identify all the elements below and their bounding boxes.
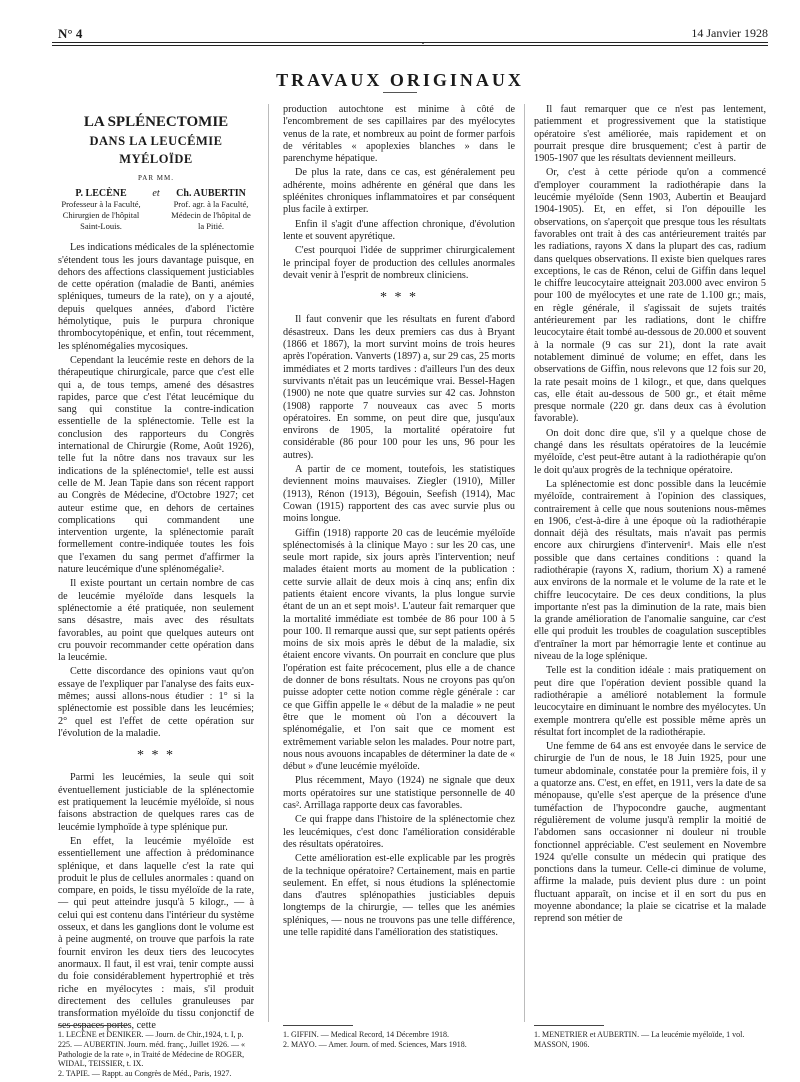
authors-conjunction: et <box>152 188 160 200</box>
section-break-stars: * * * <box>137 748 175 764</box>
section-break-stars: * * * <box>380 290 418 306</box>
paragraph: Cependant la leucémie reste en dehors de la thérapeutique chirurgicale, parce que c'est elle qui a, de tous temps, amené des désastres rapides, parce que c'est l'état leucémique du sang qui constitue la contre-indication essentielle de la splénectomie. Telle est la conclusion des rapporteurs du Congrès international de Chirurgie (Rome, Août 1926), telle fut la nôtre dans nos travaux sur les indications de la splénectomie¹, telle est aussi celle de M. Jean Tapie dans son récent rapport au Congrès de Médecine, d'Octobre 1927; cet auteur estime que, en dehors de certaines complications qui commandent une intervention urgente, la splénectomie paraît formellement contre-indiquée toutes les fois que l'examen du sang permet d'affirmer la nature leucémique d'une splénomégalie². <box>58 354 254 576</box>
section-underline <box>383 92 417 93</box>
article-title: LA SPLÉNECTOMIE <box>83 114 229 130</box>
column-2 <box>283 104 515 1022</box>
by-label: PAR MM. <box>138 174 174 182</box>
author-2-name: Ch. AUBERTIN <box>176 188 246 200</box>
paragraph: Or, c'est à cette période qu'on a commencé d'employer couramment la radiothérapie dans la leucémie myéloïde (Senn 1903, Aubertin et Beaujard 1904-1905). Et, en effet, si l'on dépouille les observations, on s'aperçoit que presque tous les résultats favorables ont trait à des cas antérieurement traités par les radiations, rayons X dans la plupart des cas, radium dans quelques observations. Il existe bien quelques rares exceptions, le cas de Rénon, celui de Giffin dans lequel le chiffre leucocytaire atteignait 203.000 avec environ 5 pour 100 de myélocytes et une rate de 1.100 gr.; mais, en règle générale, il s'agissait de sujets traités antérieurement par les radiations, dont le chiffre leucocytaire était tombé au-dessous de 20.000 et souvent à la normale (9 cas sur 21), dont la rate avait notablement diminué de volume; en effet, dans les observations de Giffin, nous relevons que 12 fois sur 20, la rate pesait moins de 1 kilogr., et que, dans quelques cas, elle était au-dessous de 500 gr., et était même presque normale (220 gr. dans deux cas à évolution favorable). <box>534 167 766 425</box>
section-title: TRAVAUX ORIGINAUX <box>276 70 524 90</box>
paragraph: production autochtone est minime à côté de l'encombrement de ses capillaires par des myélocytes venus de la rate, et nombreux au point de former parfois de véritables « apoplexies blanches » dans le parenchyme hépatique. <box>283 104 515 165</box>
paragraph: Il faut remarquer que ce n'est pas lentement, patiemment et progressivement que la statistique opératoire s'est améliorée, mais rapidement et on pourrait presque dire brusquement; c'est à partir de 1905-1907 que les résultats deviennent meilleurs. <box>534 104 766 165</box>
authors-block <box>58 188 254 232</box>
author-1-affiliation: Professeur à la Faculté, Chirurgien de l'hôpital Saint-Louis. <box>61 199 141 232</box>
paragraph: Une femme de 64 ans est envoyée dans le service de chirurgie de l'un de nous, le 18 Juin 1925, pour une tumeur abdominale, constatée pour la première fois, il y a quatorze ans. C'est, en effet, en 1911, vers la date de sa ménopause, qu'elle s'est aperçue de la présence d'une tuméfaction de l'hypocondre gauche, augmentant régulièrement de volume jusqu'à remplir la moitié de l'abdomen sans occasionner ni douleur ni trouble fonctionnel appréciable. C'est seulement en Novembre 1924 qu'elle consulte un médecin qui pratique des ponctions dans la tumeur. Celle-ci diminue de volume, affirme la malade, puis devient plus dure : un point fluctuant apparaît, on incise et il en sort du pus en moyenne abondance; la plaie se cicatrise et la malade reprend son métier de <box>534 741 766 925</box>
paragraph: Telle est la condition idéale : mais pratiquement on peut dire que l'opération devient possible quand la radiothérapie a amélioré notablement la formule leucocytaire en diminuant le nombre des myélocytes. Un exemple montrera qu'elle est possible même après un résultat fort incomplet de la radiothérapie. <box>534 665 766 738</box>
author-2-affiliation: Prof. agr. à la Faculté, Médecin de l'hôpital de la Pitié. <box>171 199 251 232</box>
paragraph: Cette amélioration est-elle explicable par les progrès de la technique opératoire? Certainement, mais en partie seulement. En effet, si nous étudions la splénectomie dans d'autres splénopathies justiciables depuis longtemps de la chirurgie, — telles que les anémies spléniques, — nous ne trouvons pas une telle différence, une telle rapidité dans l'amélioration des statistiques. <box>283 853 515 938</box>
paragraph: Il faut convenir que les résultats en furent d'abord désastreux. Dans les deux premiers cas dus à Bryant (1866 et 1867), la mort survint moins de trois heures après l'opération. Vanverts (1897) a, sur 29 cas, 25 morts immédiates et 2 morts tardives : d'ailleurs l'un des deux survivants n'était pas un leucémique vrai. Bessel-Hagen (1900) ne note que quatre survies sur 42 cas. Johnston (1908) rapporte 7 nouveaux cas avec 5 morts opératoires. En somme, on peut dire que, jusqu'aux environs de 1905, la mortalité opératoire fut considérable (86 pour 100 pour les uns, 96 pour les autres). <box>283 314 515 461</box>
column-1 <box>58 104 254 1032</box>
footnote: 2. TAPIE. — Rappt. au Congrès de Méd., Paris, 1927. <box>58 1069 232 1079</box>
footnote-rule <box>58 1025 128 1026</box>
footnotes-column-2 <box>283 1030 515 1050</box>
column-3 <box>534 104 766 1022</box>
footnote: 1. MENETRIER et AUBERTIN. — La leucémie myéloïde, 1 vol. MASSON, 1906. <box>534 1030 745 1049</box>
author-1 <box>58 188 144 232</box>
paragraph: Il existe pourtant un certain nombre de cas de leucémie myéloïde dans lesquels la splénectomie a été pratiquée, non seulement sans désastre, mais avec des résultats favorables, au point que quelques auteurs ont cru pouvoir recommander cette opération dans la leucémie. <box>58 578 254 664</box>
paragraph: C'est pourquoi l'idée de supprimer chirurgicalement le principal foyer de production des cellules anormales devait venir à l'esprit de nombreux cliniciens. <box>283 245 515 281</box>
header-rule-top <box>52 42 768 43</box>
column-divider <box>524 104 525 1022</box>
paragraph: Plus récemment, Mayo (1924) ne signale que deux morts opératoires sur une statistique personnelle de 40 cas². Arrillaga rapporte deux cas favorables. <box>283 775 515 812</box>
paragraph: On doit donc dire que, s'il y a quelque chose de changé dans les résultats opératoires de la leucémie myéloïde, c'est peut-être autant à la radiothérapie qu'on le doit qu'aux progrès de la technique opératoire. <box>534 427 766 476</box>
footnote-rule <box>283 1025 353 1026</box>
article-subtitle: DANS LA LEUCÉMIE MYÉLOÏDE <box>89 134 223 166</box>
column-divider <box>268 104 269 1022</box>
paragraph: A partir de ce moment, toutefois, les statistiques deviennent moins mauvaises. Ziegler (1910), Miller (1913), Rénon (1913), Bégouin, Seefish (1914), Mac Cowan (1915) rapportent des cas avec survie plus ou moins longue. <box>283 464 515 525</box>
author-1-name: P. LECÈNE <box>75 188 127 200</box>
paragraph: Parmi les leucémies, la seule qui soit éventuellement justiciable de la splénectomie est pratiquement la leucémie myéloïde, si nous faisons abstraction de quelques rares cas de leucémie lymphoïde à type splénique pur. <box>58 772 254 833</box>
footnotes-column-3 <box>534 1030 766 1050</box>
paragraph: En effet, la leucémie myéloïde est essentiellement une affection à prédominance splénique, et dans laquelle c'est la rate qui produit le plus de cellules anormales : quand on compare, en poids, le tissu myéloïde de la rate, — qui peut atteindre jusqu'à 5 kilogr., — à celui qui est contenu dans l'intérieur du système osseux, et dans les ganglions dont le volume est à peine augmenté, on trouve que parfois la rate fournit environ les deux tiers des leucocytes anormaux. Il faut, il est vrai, tenir compte aussi du foie considérablement hypertrophié et très riche en myélocytes : mais, s'il produit directement des cellules granuleuses par transformation myéloïde du tissu conjonctif de ses espaces portes, cette <box>58 835 254 1032</box>
footnotes-column-1 <box>58 1030 254 1079</box>
footnote: 1. GIFFIN. — Medical Record, 14 Décembre 1918. <box>283 1030 449 1039</box>
header-rule-bottom <box>52 45 768 46</box>
paragraph: Les indications médicales de la splénectomie s'étendent tous les jours davantage puisque, en dehors des affections classiquement justiciables de cette opération (maladie de Banti, anémies spléniques, tumeurs de la rate), on y a ajouté, depuis quelques années, d'abord l'ictère hémolytique, puis le purpura chronique thrombocytopénique, et enfin, tout récemment, les splénomégalies mycosiques. <box>58 242 254 352</box>
paragraph: La splénectomie est donc possible dans la leucémie myéloïde, contrairement à l'opinion des classiques, contrairement à celle que nous soutenions nous-mêmes en 1906, c'est-à-dire à une époque où la radiothérapie donnait déjà des résultats, mais n'avait pas permis encore aux chirurgiens d'intervenir¹. Mais elle n'est possible que dans certaines conditions : quand la radiothérapie (rayons X, radium, thorium X) a ramené aux environs de la normale et le volume de la rate et le chiffre leucocytaire. De ces deux conditions, la plus importante n'est pas la diminution de la rate, mais bien la grande amélioration de l'anomalie sanguine, car c'est elle qui produit les troubles de coagulation susceptibles d'entraîner la mort par hémorragie lente et continue au niveau de la loge splénique. <box>534 478 766 663</box>
issue-number: N° 4 <box>58 26 83 41</box>
paragraph: Enfin il s'agit d'une affection chronique, d'évolution lente et souvent apyrétique. <box>283 218 515 242</box>
footnote: 2. MAYO. — Amer. Journ. of med. Sciences, Mars 1918. <box>283 1039 467 1049</box>
paragraph: De plus la rate, dans ce cas, est généralement peu adhérente, moins adhérente en général que dans les spléénites chroniques inflammatoires et par conséquent plus facile à extirper. <box>283 167 515 216</box>
footnote: 1. LECÈNE et DENIKER. — Journ. de Chir.,1924, t. I, p. 225. — AUBERTIN. Journ. méd. franç., Juillet 1926. — « Pathologie de la rate », in Traité de Médecine de ROGER, WIDAL, TEISSIER, t. IX. <box>58 1030 246 1069</box>
author-2 <box>168 188 254 232</box>
issue-date: 14 Janvier 1928 <box>691 26 768 40</box>
footnote-rule <box>534 1025 604 1026</box>
paragraph: Cette discordance des opinions vaut qu'on essaye de l'expliquer par l'analyse des faits eux-mêmes; aussi allons-nous étudier : 1° si la splénectomie est possible dans les leucémies; 2° quel est l'effet de cette opération sur l'évolution de la maladie. <box>58 666 254 739</box>
paragraph: Giffin (1918) rapporte 20 cas de leucémie myéloïde splénectomisés à la clinique Mayo : sur les 20 cas, une seule mort rapide, six jours après l'intervention; neuf malades étaient morts au moment de la publication : cette survie allait de deux mois à cinq ans; enfin dix patients étaient encore vivants, la plus longue survie étant de un an et sept mois¹. L'auteur fait remarquer que la mortalité immédiate est tombée de 86 pour 100 à 5 pour 100. Il remarque aussi que, sur sept patients opérés moins de six mois après le début de la maladie, six étaient encore vivants. On pourrait en conclure que plus l'opération est faite précocement, plus elle a de chance de donner de bons résultats. Nous ne croyons pas qu'on puisse adopter cette notion comme règle générale : car ce que Giffin appelle le « début de la maladie » ne peut être que le moment où l'on a découvert la splénomégalie, et l'on sait que ce moment est extrêmement variable selon les malades. Pour notre part, nous nous avouons incapables de déterminer la date de « début » d'une leucémie myéloïde. <box>283 527 515 773</box>
paragraph: Ce qui frappe dans l'histoire de la splénectomie chez les leucémiques, c'est donc l'amélioration considérable des résultats opératoires. <box>283 814 515 850</box>
